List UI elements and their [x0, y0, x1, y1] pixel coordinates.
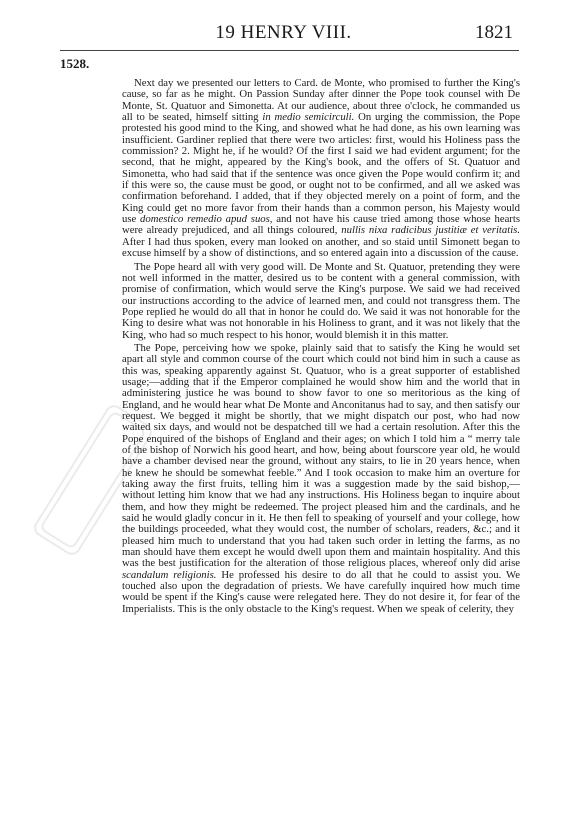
- running-head: [0, 22, 567, 42]
- italic-phrase: nullis nixa radicibus justitiæ et veritatis.: [341, 224, 521, 237]
- paragraph-2: [122, 262, 520, 341]
- text-run: After I had thus spoken, every man looked on another, and so staid until Simonett began to excuse himself by a show of distinctions, and so entered again into a discussion of the cause.: [122, 235, 520, 260]
- italic-phrase: in medio semicirculi.: [262, 111, 355, 124]
- page-number: 1821: [475, 22, 513, 43]
- text-run: On urging the commission, the Pope protested his good mind to the King, and showed what he had done, as his own learning was insufficient. Gardiner replied that there were two articles: first, would his Holiness pass the commission? 2. Might he, if he would? Of the first I said we had evident argument; for the second, that he might, appeared by the King's book, and the offers of St. Quatuor and Simonetta, who had said that if the sentence was once given the Pope would confirm it; and if this were so, the cause must be good, or ought not to be confirmed, and all we asked was confirmation beforehand. I added, that if they objected merely on a point of form, and the King could get no more favor from their hands than a common person, his Majesty would use: [122, 111, 520, 226]
- header-rule: [60, 50, 519, 51]
- italic-phrase: domestico remedio apud suos,: [140, 213, 273, 226]
- italic-phrase: scandalum religionis.: [122, 568, 217, 581]
- text-run: He professed his desire to do all that he could to assist you. We touched also upon the degradation of priests. We have carefully inquired how much time would be spent if the King's cause were relegated here. They do not desire it, for fear of the Imperialists. This is the only obstacle to the King's request. When we speak of celerity, they: [122, 568, 521, 615]
- paragraph-1: [122, 78, 520, 260]
- margin-year: 1528.: [60, 56, 90, 71]
- text-run: The Pope, perceiving how we spoke, plainly said that to satisfy the King he would set apart all style and common course of the court which could not bind him in such a cause as this was, speaking apparently against St. Quatuor, who is a great supporter of established usage;—adding that if the Emperor complained he would show him and the world that in administering justice he was bound to show favor to one so meritorious as the king of England, and he would hear what De Monte and Anconitanus had to say, and then satisfy our request. We begged it might be shortly, that we might dispatch our post, who had now waited six days, and would not be despatched till we had a certain resolution. After this the Pope enquired of the bishops of England and their ages; on which I told him a “ merry tale of the bishop of Norwich his good heart, and how, being about fourscore year old, he would have a chamber devised near the ground, without any stairs, to lie in 20 years hence, when he knew he should be somewhat feeble.” And I took occasion to make him an overture for taking away the first fruits, telling him it was a suggestion made by the said bishop,—without letting him know that we had any instructions. His Holiness began to inquire about them, and how they might be redeemed. The project pleased him and the cardinals, and he said he would gladly concur in it. He then fell to speaking of yourself and your college, how the buildings proceeded, what they would cost, the number of scholars, readers, &c.; and it pleased him much to understand that you had taken such order in letting the farms, as no man should have them except he would dwell upon them and maintain hospitality. And this was the best justification for the alteration of those religious places, whereof only did arise: [122, 341, 520, 570]
- text-run: and not have his cause tried among those whose hearts were already prejudiced, and all things coloured,: [122, 213, 520, 237]
- body-text: [122, 78, 520, 617]
- text-run: The Pope heard all with very good will. De Monte and St. Quatuor, pretending they were not well informed in the matter, desired us to be content with a general commission, with promise of confirmation, which would serve the King's purpose. We said we had received our instructions according to the advice of learned men, and could not transgress them. The Pope replied he would do all that in honor he could do. We said it was not honorable for the King to desire what was not honorable in his Holiness to grant, and it was not likely that the King, who had so much respect to his honor, would blemish it in this matter.: [122, 260, 520, 341]
- running-head-title: 19 HENRY VIII.: [215, 22, 352, 43]
- text-run: Next day we presented our letters to Card. de Monte, who promised to further the King's cause, so far as he might. On Passion Sunday after dinner the Pope took counsel with De Monte, St. Quatuor and Simonetta. At our audience, about three o'clock, he commanded us all to be seated, himself sitting: [122, 77, 520, 124]
- paragraph-3: [122, 343, 520, 615]
